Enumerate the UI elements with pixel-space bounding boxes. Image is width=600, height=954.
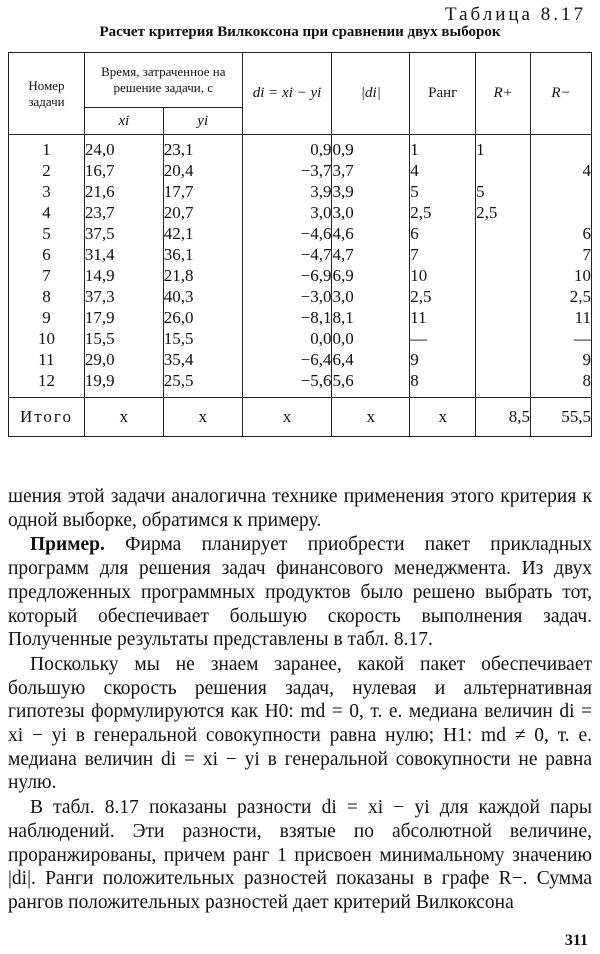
cell-r-plus-11 — [476, 349, 530, 370]
header-rank: Ранг — [410, 53, 476, 135]
cell-abs-d-9: 8,1 — [332, 308, 354, 327]
cell-r-minus-2: 4 — [582, 161, 591, 180]
cell-r-minus-9: 11 — [574, 308, 591, 327]
total-label: Итого — [9, 398, 85, 437]
cell-d-4: 3,0 — [310, 203, 332, 222]
cell-x-8: 37,3 — [84, 287, 115, 306]
cell-rank-12: 8 — [410, 371, 419, 390]
cell-d-6: −4,7 — [300, 245, 332, 264]
header-d: di = xi − yi — [242, 53, 332, 135]
total-y: x — [163, 398, 242, 437]
cell-r-minus-1 — [531, 139, 591, 160]
cell-rank-6: 7 — [410, 245, 419, 264]
cell-y-7: 21,8 — [163, 266, 194, 285]
cell-rank-10: — — [410, 329, 428, 348]
total-abs-d: x — [332, 398, 410, 437]
cell-abs-d-10: 0,0 — [332, 329, 354, 348]
cell-x-3: 21,6 — [84, 182, 115, 201]
cell-x-7: 14,9 — [84, 266, 115, 285]
column-rank — [410, 135, 476, 398]
body-text — [8, 485, 592, 915]
cell-y-2: 20,4 — [163, 161, 194, 180]
total-r-minus: 55,5 — [531, 398, 592, 437]
cell-abs-d-11: 6,4 — [332, 350, 354, 369]
paragraph: В табл. 8.17 показаны разности di = xi − yi для каждой пары наблюдений. Эти разности, взятые по абсолютной величине, проранжированы, причем ранг 1 присвоен минимальному значению |di|. Ранги положительных разностей показаны в графе R−. Сумма рангов положительных разностей дает критерий Вилкоксона — [8, 797, 592, 913]
cell-y-8: 40,3 — [163, 287, 194, 306]
header-abs-d: |di| — [332, 53, 410, 135]
cell-y-4: 20,7 — [163, 203, 194, 222]
cell-rank-5: 6 — [410, 224, 419, 243]
column-abs-d — [332, 135, 410, 398]
wilcoxon-table — [8, 52, 592, 437]
cell-d-2: −3,7 — [300, 161, 332, 180]
header-y: yi — [163, 108, 242, 135]
table-title: Расчет критерия Вилкоксона при сравнении двух выборок — [99, 24, 501, 40]
header-time: Время, затраченное на решение задачи, с — [84, 53, 242, 108]
cell-r-minus-4 — [531, 202, 591, 223]
cell-rank-9: 11 — [410, 308, 427, 327]
cell-d-10: 0,0 — [310, 329, 332, 348]
cell-r-plus-2 — [476, 160, 530, 181]
cell-numbers-12: 12 — [37, 371, 55, 390]
cell-numbers-2: 2 — [42, 161, 51, 180]
cell-rank-2: 4 — [410, 161, 419, 180]
total-x: x — [84, 398, 163, 437]
cell-d-11: −6,4 — [300, 350, 332, 369]
cell-r-minus-7: 10 — [574, 266, 591, 285]
cell-abs-d-2: 3,7 — [332, 161, 354, 180]
cell-r-minus-12: 8 — [582, 371, 591, 390]
cell-r-minus-5: 6 — [582, 224, 591, 243]
cell-x-2: 16,7 — [84, 161, 115, 180]
cell-r-plus-4: 2,5 — [476, 203, 498, 222]
total-r-plus: 8,5 — [476, 398, 531, 437]
column-y — [163, 135, 242, 398]
cell-d-1: 0,9 — [310, 140, 332, 159]
cell-rank-4: 2,5 — [410, 203, 432, 222]
cell-rank-3: 5 — [410, 182, 419, 201]
cell-r-plus-1: 1 — [476, 140, 485, 159]
cell-x-11: 29,0 — [84, 350, 115, 369]
cell-d-7: −6,9 — [300, 266, 332, 285]
cell-numbers-7: 7 — [42, 266, 51, 285]
cell-r-plus-9 — [476, 307, 530, 328]
cell-numbers-5: 5 — [42, 224, 51, 243]
cell-x-6: 31,4 — [84, 245, 115, 264]
cell-d-3: 3,9 — [310, 182, 332, 201]
cell-numbers-4: 4 — [42, 203, 51, 222]
cell-x-5: 37,5 — [84, 224, 115, 243]
header-row-number: Номер задачи — [9, 53, 85, 135]
cell-y-6: 36,1 — [163, 245, 194, 264]
cell-numbers-8: 8 — [42, 287, 51, 306]
page-number: 311 — [564, 932, 588, 949]
cell-rank-1: 1 — [410, 140, 419, 159]
cell-r-plus-7 — [476, 265, 530, 286]
cell-rank-11: 9 — [410, 350, 419, 369]
column-numbers — [9, 135, 85, 398]
cell-numbers-6: 6 — [42, 245, 51, 264]
column-r-plus — [476, 135, 531, 398]
header-r-plus: R+ — [476, 53, 531, 135]
cell-r-plus-5 — [476, 223, 530, 244]
cell-y-9: 26,0 — [163, 308, 194, 327]
paragraph-example: Пример. Фирма планирует приобрести пакет прикладных программ для решения задач финансового менеджмента. Из двух предложенных программных продуктов было решено выбрать тот, который обеспечивает большую скорость выполнения задач. Полученные результаты представлены в табл. 8.17. — [8, 534, 592, 651]
cell-abs-d-8: 3,0 — [332, 287, 354, 306]
column-d — [242, 135, 332, 398]
cell-numbers-9: 9 — [42, 308, 51, 327]
cell-x-4: 23,7 — [84, 203, 115, 222]
cell-x-1: 24,0 — [84, 140, 115, 159]
paragraph: шения этой задачи аналогична технике применения этого критерия к одной выборке, обратимся к примеру. — [8, 486, 592, 531]
cell-r-minus-10: — — [574, 329, 591, 348]
cell-y-10: 15,5 — [163, 329, 194, 348]
cell-numbers-1: 1 — [42, 140, 51, 159]
cell-y-11: 35,4 — [163, 350, 194, 369]
table-label: Таблица 8.17 — [444, 4, 586, 25]
cell-abs-d-4: 3,0 — [332, 203, 354, 222]
header-r-minus: R− — [531, 53, 592, 135]
cell-abs-d-5: 4,6 — [332, 224, 354, 243]
column-x — [84, 135, 163, 398]
cell-d-8: −3,0 — [300, 287, 332, 306]
cell-y-12: 25,5 — [163, 371, 194, 390]
cell-r-plus-8 — [476, 286, 530, 307]
cell-r-plus-3: 5 — [476, 182, 485, 201]
cell-r-minus-3 — [531, 181, 591, 202]
cell-r-minus-11: 9 — [582, 350, 591, 369]
cell-y-3: 17,7 — [163, 182, 194, 201]
paragraph: Поскольку мы не знаем заранее, какой пакет обеспечивает большую скорость решения задач, нулевая и альтернативная гипотезы формулируются как H0: md = 0, т. е. медиана величин di = xi − yi в генеральной совокупности равна нулю; H1: md ≠ 0, т. е. медиана величин di = xi − yi в генеральной совокупности не равна нулю. — [8, 653, 592, 794]
cell-numbers-10: 10 — [37, 329, 55, 348]
cell-y-5: 42,1 — [163, 224, 194, 243]
cell-rank-8: 2,5 — [410, 287, 432, 306]
cell-d-5: −4,6 — [300, 224, 332, 243]
total-rank: x — [410, 398, 476, 437]
cell-r-plus-6 — [476, 244, 530, 265]
cell-rank-7: 10 — [410, 266, 428, 285]
cell-abs-d-6: 4,7 — [332, 245, 354, 264]
cell-abs-d-3: 3,9 — [332, 182, 354, 201]
cell-d-12: −5,6 — [300, 371, 332, 390]
cell-x-12: 19,9 — [84, 371, 115, 390]
cell-abs-d-7: 6,9 — [332, 266, 354, 285]
cell-r-plus-12 — [476, 370, 530, 391]
cell-x-10: 15,5 — [84, 329, 115, 348]
cell-r-plus-10 — [476, 328, 530, 349]
cell-r-minus-6: 7 — [582, 245, 591, 264]
cell-numbers-3: 3 — [42, 182, 51, 201]
cell-y-1: 23,1 — [163, 140, 194, 159]
cell-numbers-11: 11 — [38, 350, 55, 369]
column-r-minus — [531, 135, 592, 398]
cell-r-minus-8: 2,5 — [569, 287, 591, 306]
cell-d-9: −8,1 — [300, 308, 332, 327]
cell-abs-d-1: 0,9 — [332, 140, 354, 159]
total-d: x — [242, 398, 332, 437]
cell-x-9: 17,9 — [84, 308, 115, 327]
cell-abs-d-12: 5,6 — [332, 371, 354, 390]
header-x: xi — [84, 108, 163, 135]
